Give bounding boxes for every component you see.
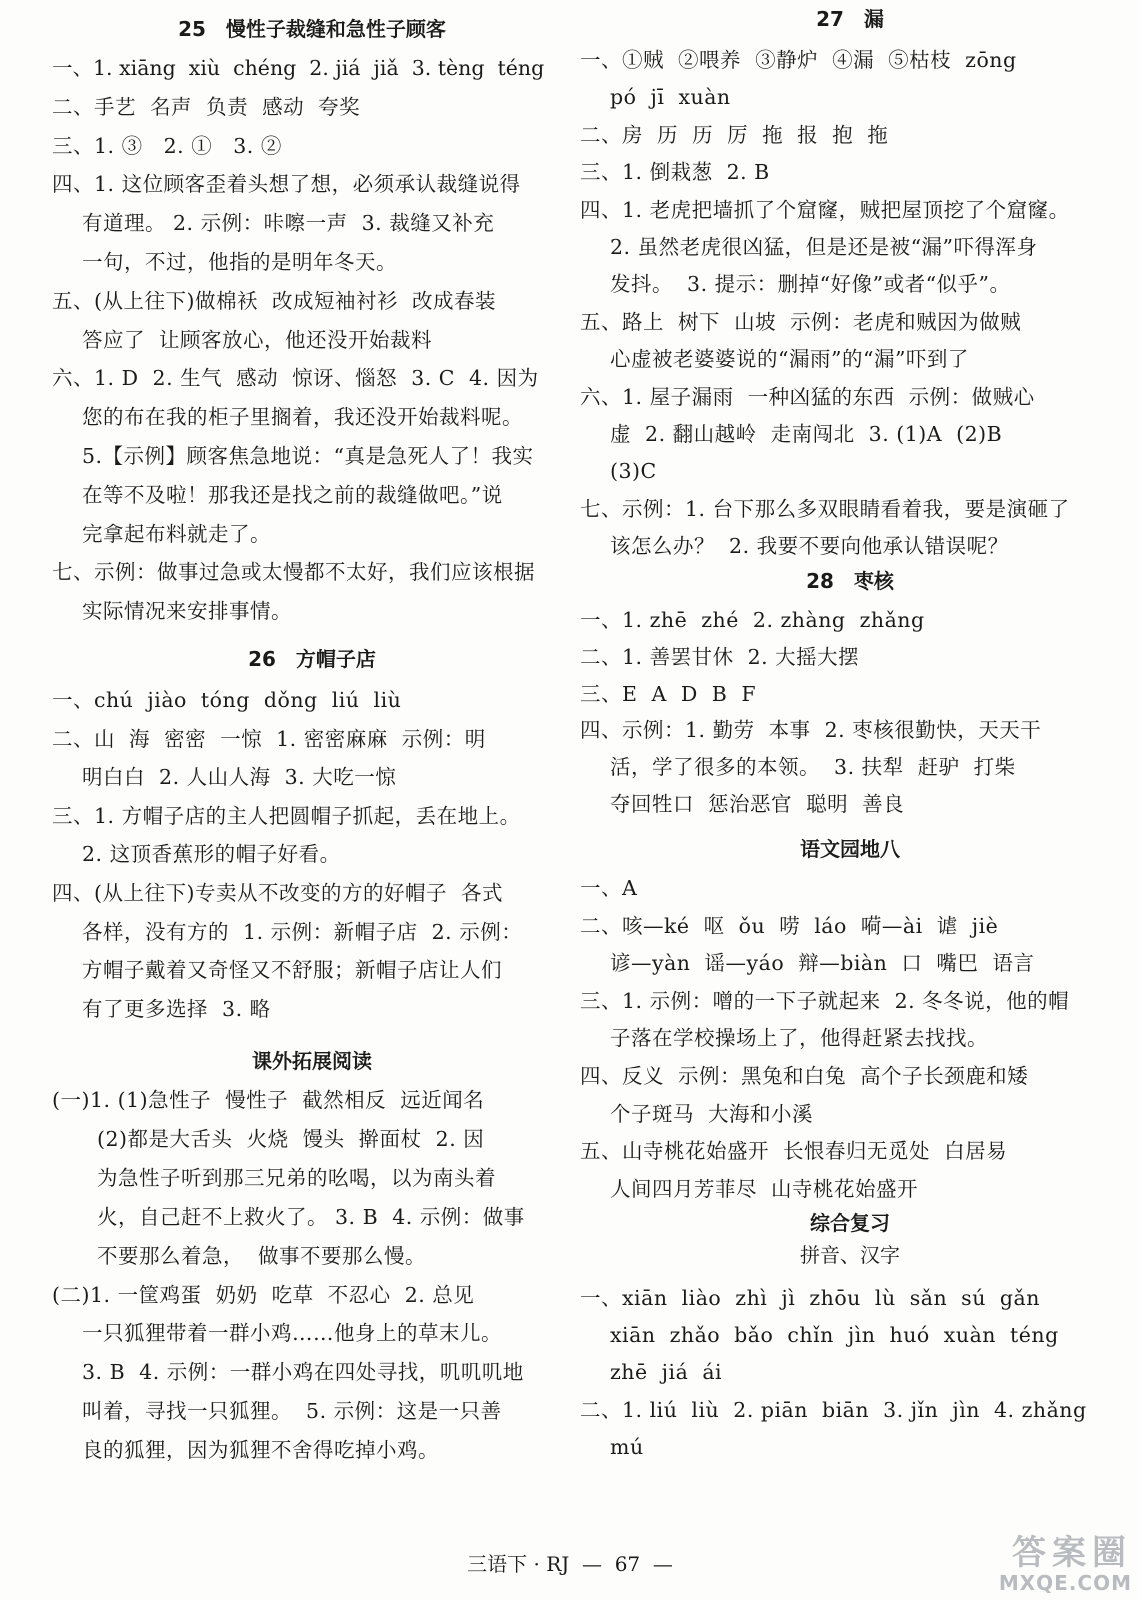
lesson-27-answer-line: 七、示例：1. 台下那么多双眼睛看着我，要是演砸了 bbox=[580, 496, 1070, 521]
lesson-28-answer-line: 三、E A D B F bbox=[580, 681, 757, 706]
lesson-26-answer-line: 各样，没有方的 1. 示例：新帽子店 2. 示例： bbox=[82, 919, 523, 944]
comprehensive-review-subtitle: 拼音、汉字 bbox=[800, 1243, 900, 1267]
chinese-garden-8-answer-line: 二、咳—ké 呕 ǒu 唠 láo 嗬—ài 谑 jiè bbox=[580, 913, 999, 938]
lesson-26-answer-line: 有了更多选择 3. 略 bbox=[82, 996, 271, 1021]
chinese-garden-8-answer-line: 谚—yàn 谣—yáo 辩—biàn 口 嘴巴 语言 bbox=[610, 951, 1035, 976]
watermark-url: MXQE.COM bbox=[998, 1571, 1132, 1595]
lesson-27-answer-line: 虚 2. 翻山越岭 走南闯北 3. (1)A (2)B bbox=[610, 422, 1003, 446]
extended-reading-answer-line: 不要那么着急， 做事不要那么慢。 bbox=[97, 1243, 427, 1268]
chinese-garden-8-answer-line: 五、山寺桃花始盛开 长恨春归无觅处 白居易 bbox=[580, 1139, 1008, 1164]
lesson-26-answer-line: 方帽子戴着又奇怪又不舒服；新帽子店让人们 bbox=[82, 958, 502, 983]
lesson-25-answer-line: 完拿起布料就走了。 bbox=[82, 521, 271, 546]
lesson-25-answer-line: 实际情况来安排事情。 bbox=[82, 599, 292, 624]
page-footer: 三语下 · RJ — 67 — bbox=[467, 1552, 673, 1576]
lesson-27-answer-line: 四、1. 老虎把墙抓了个窟窿，贼把屋顶挖了个窟窿。 bbox=[580, 197, 1070, 222]
chinese-garden-8-answer-line: 三、1. 示例：噌的一下子就起来 2. 冬冬说，他的帽 bbox=[580, 988, 1070, 1013]
extended-reading-answer-line: 良的狐狸，因为狐狸不舍得吃掉小鸡。 bbox=[82, 1438, 439, 1463]
lesson-25-answer-line: 五、(从上往下)做棉袄 改成短袖衬衫 改成春装 bbox=[52, 288, 497, 313]
lesson-25-answer-line: 七、示例：做事过急或太慢都不太好，我们应该根据 bbox=[52, 560, 535, 585]
lesson-25-answer-line: 答应了 让顾客放心，他还没开始裁料 bbox=[82, 327, 433, 352]
lesson-25-title: 25 慢性子裁缝和急性子顾客 bbox=[178, 17, 446, 41]
lesson-25-answer-line: 5.【示例】顾客焦急地说：“真是急死人了！我实 bbox=[82, 444, 534, 468]
comprehensive-review-answer-line: zhē jiá ái bbox=[610, 1360, 723, 1385]
lesson-25-answer-line: 二、手艺 名声 负责 感动 夸奖 bbox=[52, 94, 361, 119]
lesson-26-answer-line: 四、(从上往下)专卖从不改变的方的好帽子 各式 bbox=[52, 881, 504, 905]
lesson-28-answer-line: 二、1. 善罢甘休 2. 大摇大摆 bbox=[580, 644, 860, 669]
lesson-26-answer-line: 明白白 2. 人山人海 3. 大吃一惊 bbox=[82, 765, 397, 790]
extended-reading-answer-line: 为急性子听到那三兄弟的吆喝，以为南头着 bbox=[97, 1165, 496, 1190]
lesson-26-answer-line: 2. 这顶香蕉形的帽子好看。 bbox=[82, 842, 341, 867]
watermark bbox=[999, 1534, 1132, 1594]
lesson-28-answer-line: 四、示例：1. 勤劳 本事 2. 枣核很勤快，天天干 bbox=[580, 718, 1042, 743]
lesson-26-answer-line: 一、chú jiào tóng dǒng liú liù bbox=[52, 688, 402, 712]
extended-reading-answer-line: (一)1. (1)急性子 慢性子 截然相反 远近闻名 bbox=[52, 1088, 485, 1112]
chinese-garden-8-answer-line: 四、反义 示例：黑兔和白兔 高个子长颈鹿和矮 bbox=[580, 1064, 1029, 1088]
extended-reading-answer-line: 一只狐狸带着一群小鸡……他身上的草末儿。 bbox=[82, 1321, 502, 1346]
extended-reading-answer-line: 火，自己赶不上救火了。 3. B 4. 示例：做事 bbox=[97, 1204, 525, 1229]
extended-reading-answer-line: 3. B 4. 示例：一群小鸡在四处寻找，叽叽叽地 bbox=[82, 1360, 524, 1385]
lesson-25-answer-line: 一、1. xiāng xiù chéng 2. jiá jiǎ 3. tèng téng bbox=[52, 56, 545, 80]
extended-reading-answer-line: 叫着，寻找一只狐狸。 5. 示例：这是一只善 bbox=[82, 1399, 502, 1424]
lesson-28-answer-line: 夺回牲口 惩治恶官 聪明 善良 bbox=[610, 792, 905, 816]
lesson-27-answer-line: 一、①贼 ②喂养 ③静炉 ④漏 ⑤枯枝 zōng bbox=[580, 48, 1017, 72]
lesson-26-answer-line: 二、山 海 密密 一惊 1. 密密麻麻 示例：明 bbox=[52, 726, 486, 751]
lesson-27-answer-line: 2. 虽然老虎很凶猛，但是还是被“漏”吓得浑身 bbox=[610, 235, 1038, 259]
lesson-27-answer-line: 该怎么办？ 2. 我要不要向他承认错误呢？ bbox=[610, 534, 1009, 559]
comprehensive-review-answer-line: xiān zhǎo bǎo chǐn jìn huó xuàn téng bbox=[610, 1323, 1059, 1348]
lesson-28-answer-line: 活，学了很多的本领。 3. 扶犁 赶驴 打柴 bbox=[610, 755, 1016, 780]
lesson-25-answer-line: 三、1. ③ 2. ① 3. ② bbox=[52, 133, 282, 158]
lesson-25-answer-line: 您的布在我的柜子里搁着，我还没开始裁料呢。 bbox=[82, 405, 523, 430]
lesson-27-answer-line: 心虚被老婆婆说的“漏雨”的“漏”吓到了 bbox=[610, 347, 969, 372]
chinese-garden-8-answer-line: 子落在学校操场上了，他得赶紧去找找。 bbox=[610, 1026, 988, 1051]
extended-reading-answer-line: (二)1. 一筐鸡蛋 奶奶 吃草 不忍心 2. 总见 bbox=[52, 1282, 475, 1307]
comprehensive-review-answer-line: mú bbox=[610, 1434, 644, 1459]
lesson-27-answer-line: pó jī xuàn bbox=[610, 85, 731, 110]
lesson-25-answer-line: 有道理。 2. 示例：咔嚓一声 3. 裁缝又补充 bbox=[82, 211, 495, 236]
comprehensive-review-answer-line: 一、xiān liào zhì jì zhōu lù sǎn sú gǎn bbox=[580, 1286, 1040, 1310]
extended-reading-answer-line: (2)都是大舌头 火烧 馒头 擀面杖 2. 因 bbox=[97, 1126, 485, 1151]
lesson-27-answer-line: (3)C bbox=[610, 459, 657, 484]
lesson-27-answer-line: 发抖。 3. 提示：删掉“好像”或者“似乎”。 bbox=[610, 272, 1011, 297]
chinese-garden-8-answer-line: 个子斑马 大海和小溪 bbox=[610, 1101, 814, 1126]
lesson-27-answer-line: 三、1. 倒栽葱 2. B bbox=[580, 160, 770, 185]
comprehensive-review-title: 综合复习 bbox=[810, 1211, 890, 1235]
lesson-27-title: 27 漏 bbox=[816, 7, 884, 31]
lesson-27-answer-line: 二、房 历 历 厉 拖 报 抱 拖 bbox=[580, 122, 889, 147]
lesson-25-answer-line: 六、1. D 2. 生气 感动 惊讶、惱怒 3. C 4. 因为 bbox=[52, 366, 539, 391]
lesson-28-answer-line: 一、1. zhē zhé 2. zhàng zhǎng bbox=[580, 608, 925, 632]
comprehensive-review-answer-line: 二、1. liú liù 2. piān biān 3. jǐn jìn 4. zhǎng bbox=[580, 1397, 1087, 1422]
chinese-garden-8-answer-line: 一、A bbox=[580, 876, 638, 900]
lesson-27-answer-line: 五、路上 树下 山坡 示例：老虎和贼因为做贼 bbox=[580, 309, 1022, 334]
lesson-25-answer-line: 在等不及啦！那我还是找之前的裁缝做吧。”说 bbox=[82, 482, 503, 507]
watermark-text: 答案圈 bbox=[1012, 1533, 1132, 1573]
chinese-garden-8-title: 语文园地八 bbox=[800, 837, 900, 861]
lesson-26-answer-line: 三、1. 方帽子店的主人把圆帽子抓起，丢在地上。 bbox=[52, 803, 521, 828]
lesson-25-answer-line: 四、1. 这位顾客歪着头想了想，必须承认裁缝说得 bbox=[52, 172, 521, 197]
lesson-26-title: 26 方帽子店 bbox=[248, 647, 376, 671]
lesson-28-title: 28 枣核 bbox=[806, 569, 894, 593]
extended-reading-title: 课外拓展阅读 bbox=[252, 1049, 372, 1073]
lesson-25-answer-line: 一句，不过，他指的是明年冬天。 bbox=[82, 250, 397, 274]
chinese-garden-8-answer-line: 人间四月芳菲尽 山寺桃花始盛开 bbox=[610, 1176, 919, 1201]
lesson-27-answer-line: 六、1. 屋子漏雨 一种凶猛的东西 示例：做贼心 bbox=[580, 384, 1035, 409]
